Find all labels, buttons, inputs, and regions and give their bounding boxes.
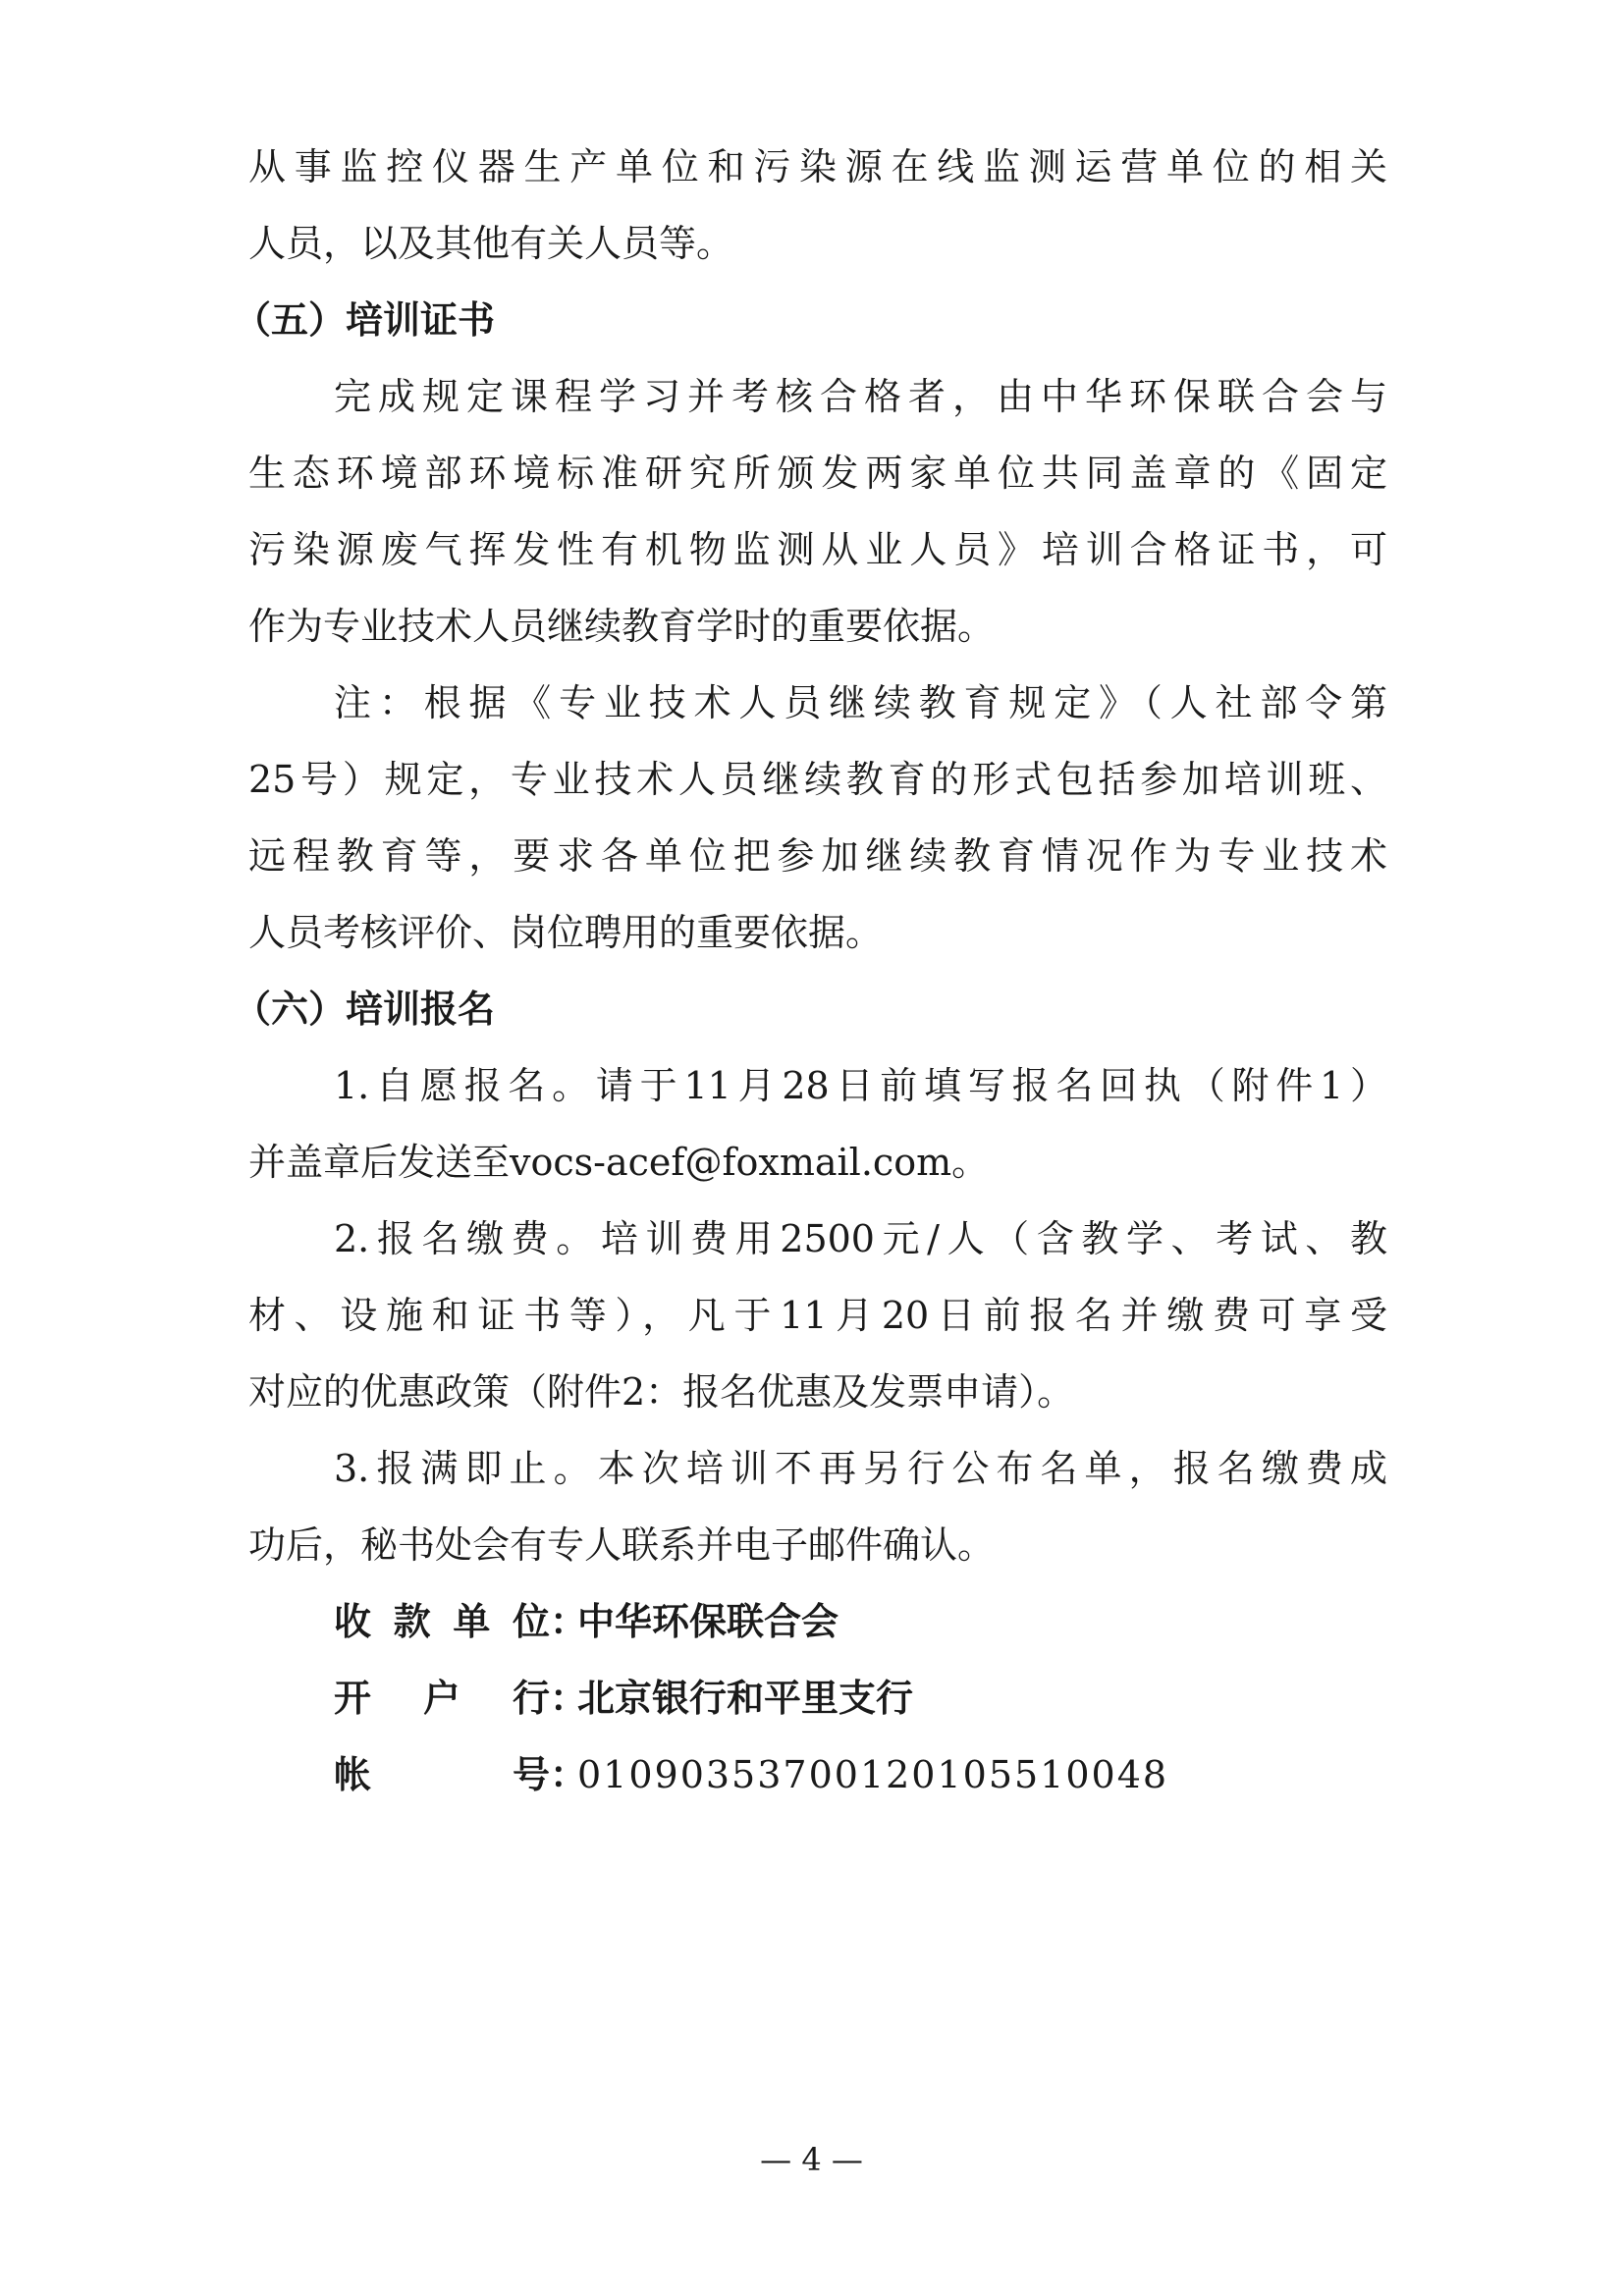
payee-value: 中华环保联合会 [577, 1600, 839, 1643]
payee-row [334, 1592, 839, 1651]
paragraph-line: 2.报名缴费。培训费用2500元/人（含教学、考试、教 [334, 1217, 1387, 1260]
account-row [334, 1745, 1168, 1804]
paragraph-line: 作为专业技术人员继续教育学时的重要依据。 [248, 605, 996, 648]
account-value: 01090353700120105510048 [577, 1753, 1169, 1796]
paragraph-line: 并盖章后发送至vocs-acef@foxmail.com。 [248, 1141, 990, 1184]
payee-colon: ： [550, 1600, 588, 1643]
paragraph-line: 1.自愿报名。请于11月28日前填写报名回执（附件1） [334, 1064, 1387, 1107]
paragraph-line: 完成规定课程学习并考核合格者，由中华环保联合会与 [334, 375, 1387, 418]
paragraph-line: 从事监控仪器生产单位和污染源在线监测运营单位的相关 [248, 145, 1387, 188]
paragraph-line: 功后，秘书处会有专人联系并电子邮件确认。 [248, 1523, 996, 1567]
note-line: 人员考核评价、岗位聘用的重要依据。 [248, 911, 884, 954]
paragraph-line: 3.报满即止。本次培训不再另行公布名单，报名缴费成 [334, 1447, 1387, 1490]
bank-row [334, 1669, 913, 1728]
bank-value: 北京银行和平里支行 [577, 1677, 914, 1720]
paragraph-line: 对应的优惠政策（附件2：报名优惠及发票申请）。 [248, 1370, 1075, 1414]
bank-label: 开户行 [334, 1677, 550, 1720]
note-line: 远程教育等，要求各单位把参加继续教育情况作为专业技术 [248, 834, 1387, 878]
paragraph-line: 生态环境部环境标准研究所颁发两家单位共同盖章的《固定 [248, 452, 1387, 495]
page-number: — 4 — [760, 2141, 863, 2178]
section-heading-5: （五）培训证书 [234, 298, 496, 342]
payee-label: 收款单位 [334, 1600, 550, 1643]
note-line: 25号）规定，专业技术人员继续教育的形式包括参加培训班、 [248, 758, 1387, 801]
account-label: 帐号 [334, 1753, 550, 1796]
bank-colon: ： [550, 1677, 588, 1720]
note-line: 注：根据《专业技术人员继续教育规定》（人社部令第 [334, 681, 1387, 724]
account-colon: ： [550, 1753, 588, 1796]
paragraph-line: 材、设施和证书等），凡于11月20日前报名并缴费可享受 [248, 1294, 1387, 1337]
paragraph-line: 人员，以及其他有关人员等。 [248, 222, 734, 265]
section-heading-6: （六）培训报名 [234, 988, 496, 1031]
paragraph-line: 污染源废气挥发性有机物监测从业人员》培训合格证书，可 [248, 528, 1387, 571]
